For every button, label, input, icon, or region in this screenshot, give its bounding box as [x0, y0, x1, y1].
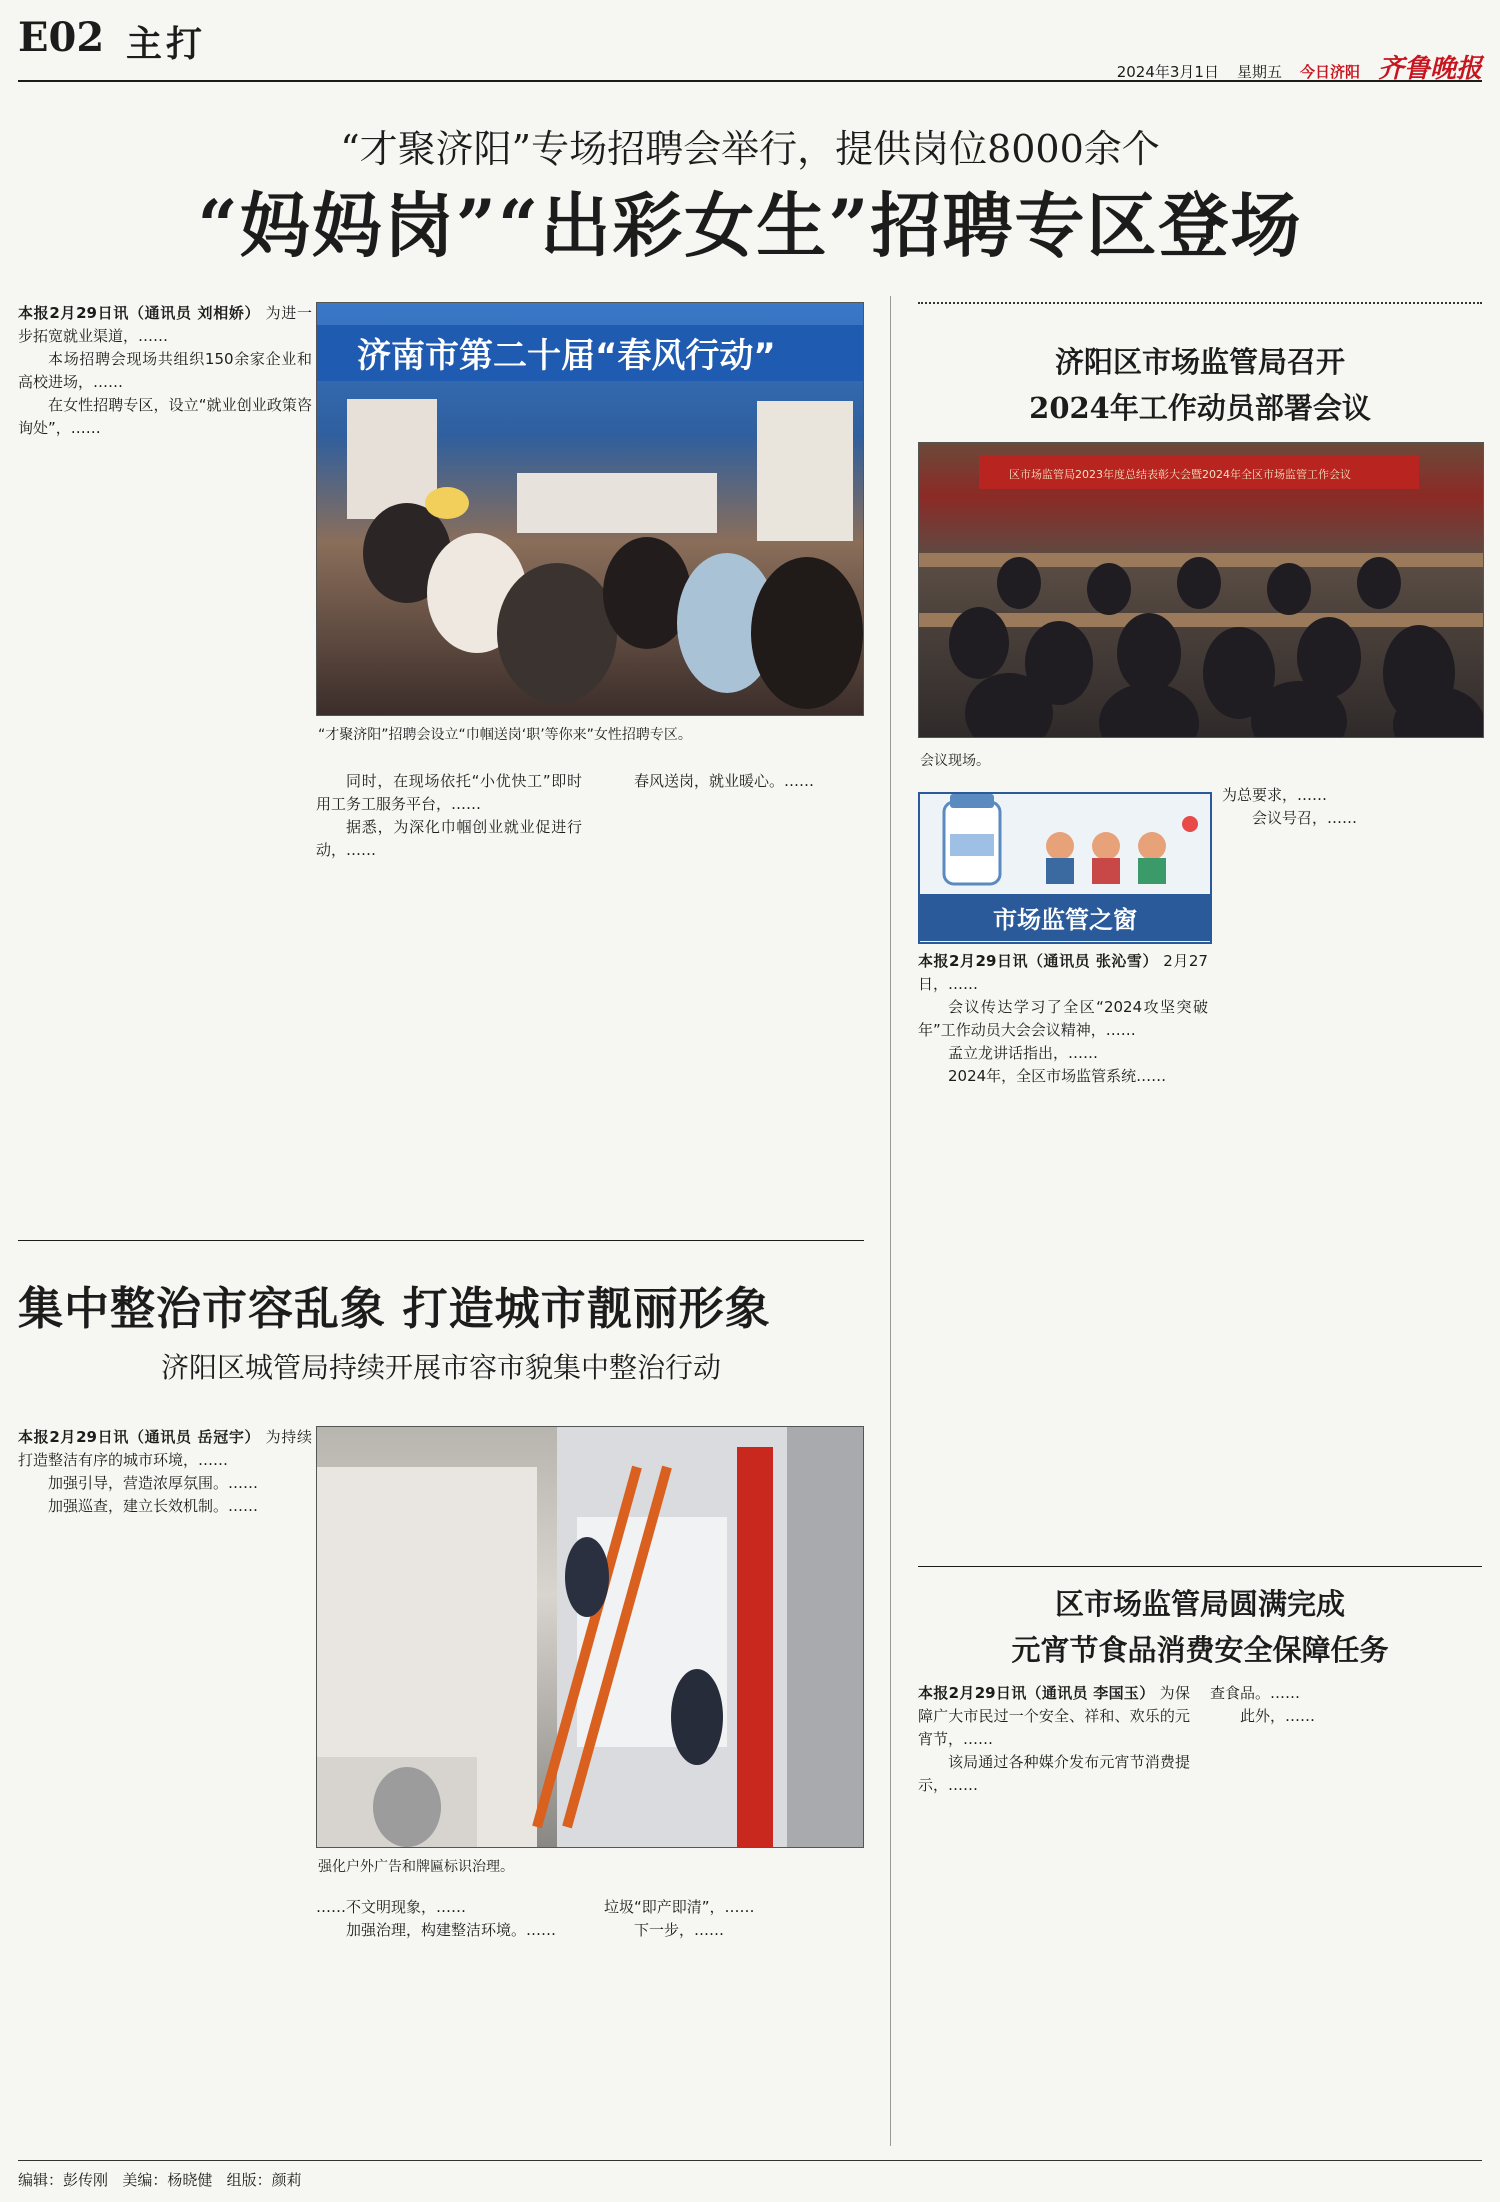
meeting-story-title-line2: 2024年工作动员部署会议: [1029, 391, 1371, 425]
meeting-story-byline: 本报2月29日讯（通讯员 张沁雪）: [918, 952, 1158, 970]
date-bar: [1117, 48, 1482, 85]
lantern-story-paragraph: 为保障广大市民过一个安全、祥和、欢乐的元宵节，……: [918, 1684, 1190, 1748]
main-story-paragraph: 春风送岗，就业暖心。……: [634, 772, 815, 790]
main-photo-caption: “才聚济阳”招聘会设立“巾帼送岗‘职’等你来”女性招聘专区。: [318, 727, 692, 743]
lantern-story-column-1: [918, 1682, 1190, 2142]
page-footer: [18, 2160, 1482, 2190]
market-supervision-column-logo: [918, 792, 1212, 944]
city-story-paragraph: 加强巡查，建立长效机制。……: [48, 1497, 259, 1515]
city-story-paragraph: ……不文明现象，……: [316, 1898, 467, 1916]
main-story-byline: 本报2月29日讯（通讯员 刘相娇）: [18, 304, 261, 322]
signboard-cleanup-photo-art: [317, 1427, 863, 1847]
signboard-cleanup-photo: [316, 1426, 864, 1848]
lantern-story-byline: 本报2月29日讯（通讯员 李国玉）: [918, 1684, 1155, 1702]
lantern-story-paragraph: 查食品。……: [1210, 1684, 1301, 1702]
meeting-photo: [918, 442, 1484, 738]
meeting-story-paragraph: 会议号召，……: [1252, 809, 1358, 827]
main-story-paragraph: 为进一步拓宽就业渠道，……: [18, 304, 312, 345]
meeting-photo-art: [919, 443, 1483, 737]
main-headline: “妈妈岗”“出彩女生”招聘专区登场: [197, 184, 1303, 267]
meeting-story-paragraph: 2024年，全区市场监管系统……: [948, 1067, 1167, 1085]
lantern-story-title-line1: 区市场监管局圆满完成: [1054, 1587, 1345, 1621]
city-story-byline: 本报2月29日讯（通讯员 岳冠宇）: [18, 1428, 261, 1446]
city-story-subtitle: 济阳区城管局持续开展市容市貌集中整治行动: [160, 1351, 721, 1384]
main-story-column-3: [604, 770, 862, 1224]
page-number: E02: [18, 14, 105, 61]
meeting-story-title-line1: 济阳区市场监管局召开: [1054, 345, 1345, 379]
main-story-paragraph: 据悉，为深化巾帼创业就业促进行动，……: [316, 818, 582, 859]
meeting-story-paragraph: 为总要求，……: [1222, 786, 1328, 804]
section-name: 主打: [126, 23, 207, 65]
city-story-paragraph: 加强引导，营造浓厚氛围。……: [48, 1474, 259, 1492]
meeting-story-column-2: [1222, 784, 1482, 1554]
city-story-paragraph: 下一步，……: [634, 1921, 725, 1939]
dotted-divider: [918, 302, 1482, 304]
section-divider: [18, 1240, 864, 1241]
city-story-paragraph: 垃圾“即产即清”，……: [604, 1898, 755, 1916]
photo-banner-text: 济南市第二十届“春风行动”: [357, 336, 776, 376]
footer-designer: 美编：杨晓健: [122, 2171, 213, 2189]
main-story-paragraph: 在女性招聘专区，设立“就业创业政策咨询处”，……: [18, 396, 312, 437]
lantern-story-column-2: [1210, 1682, 1482, 2142]
city-photo-caption: 强化户外广告和牌匾标识治理。: [318, 1859, 514, 1875]
footer-editor: 编辑：彭传刚: [18, 2171, 109, 2189]
recruitment-fair-photo: [316, 302, 864, 716]
city-story-title: 集中整治市容乱象 打造城市靓丽形象: [18, 1282, 771, 1335]
meeting-story-paragraph: 2月27日，……: [918, 952, 1208, 993]
main-kicker: “才聚济阳”专场招聘会举行，提供岗位8000余个: [340, 127, 1160, 171]
issue-date: 2024年3月1日: [1116, 63, 1219, 81]
section-divider: [918, 1566, 1482, 1567]
edition-name: 今日济阳: [1299, 63, 1360, 81]
column-separator: [890, 296, 891, 2146]
meeting-story-paragraph: 会议传达学习了全区“2024攻坚突破年”工作动员大会会议精神，……: [918, 998, 1208, 1039]
lantern-story-paragraph: 此外，……: [1240, 1707, 1316, 1725]
main-story-paragraph: 本场招聘会现场共组织150余家企业和高校进场，……: [18, 350, 312, 391]
meeting-story-paragraph: 孟立龙讲话指出，……: [948, 1044, 1099, 1062]
main-story-column-2: [316, 770, 582, 1224]
column-logo-art: [920, 794, 1210, 894]
city-story-column-2: [316, 1896, 586, 2142]
city-story-paragraph: 加强治理，构建整洁环境。……: [346, 1921, 557, 1939]
issue-weekday: 星期五: [1236, 63, 1282, 81]
meeting-banner-text: 区市场监管局2023年度总结表彰大会暨2024年全区市场监管工作会议: [1009, 468, 1351, 481]
lantern-story-title-line2: 元宵节食品消费安全保障任务: [1011, 1633, 1389, 1667]
page-header: [18, 8, 1482, 82]
main-story-column-1: [18, 302, 312, 1224]
lantern-story-paragraph: 该局通过各种媒介发布元宵节消费提示，……: [918, 1753, 1190, 1794]
city-story-column-1: [18, 1426, 312, 2142]
recruitment-fair-photo-art: [317, 303, 863, 715]
masthead-logo: 齐鲁晚报: [1377, 54, 1482, 84]
main-story-paragraph: 同时，在现场依托“小优快工”即时用工务工服务平台，……: [316, 772, 582, 813]
meeting-photo-caption: 会议现场。: [920, 753, 990, 769]
meeting-story-column-1: [918, 950, 1208, 1554]
city-story-column-3: [604, 1896, 862, 2142]
city-story-paragraph: 为持续打造整洁有序的城市环境，……: [18, 1428, 312, 1469]
column-logo-text: 市场监管之窗: [920, 894, 1210, 941]
footer-proofreader: 组版：颜莉: [226, 2171, 302, 2189]
